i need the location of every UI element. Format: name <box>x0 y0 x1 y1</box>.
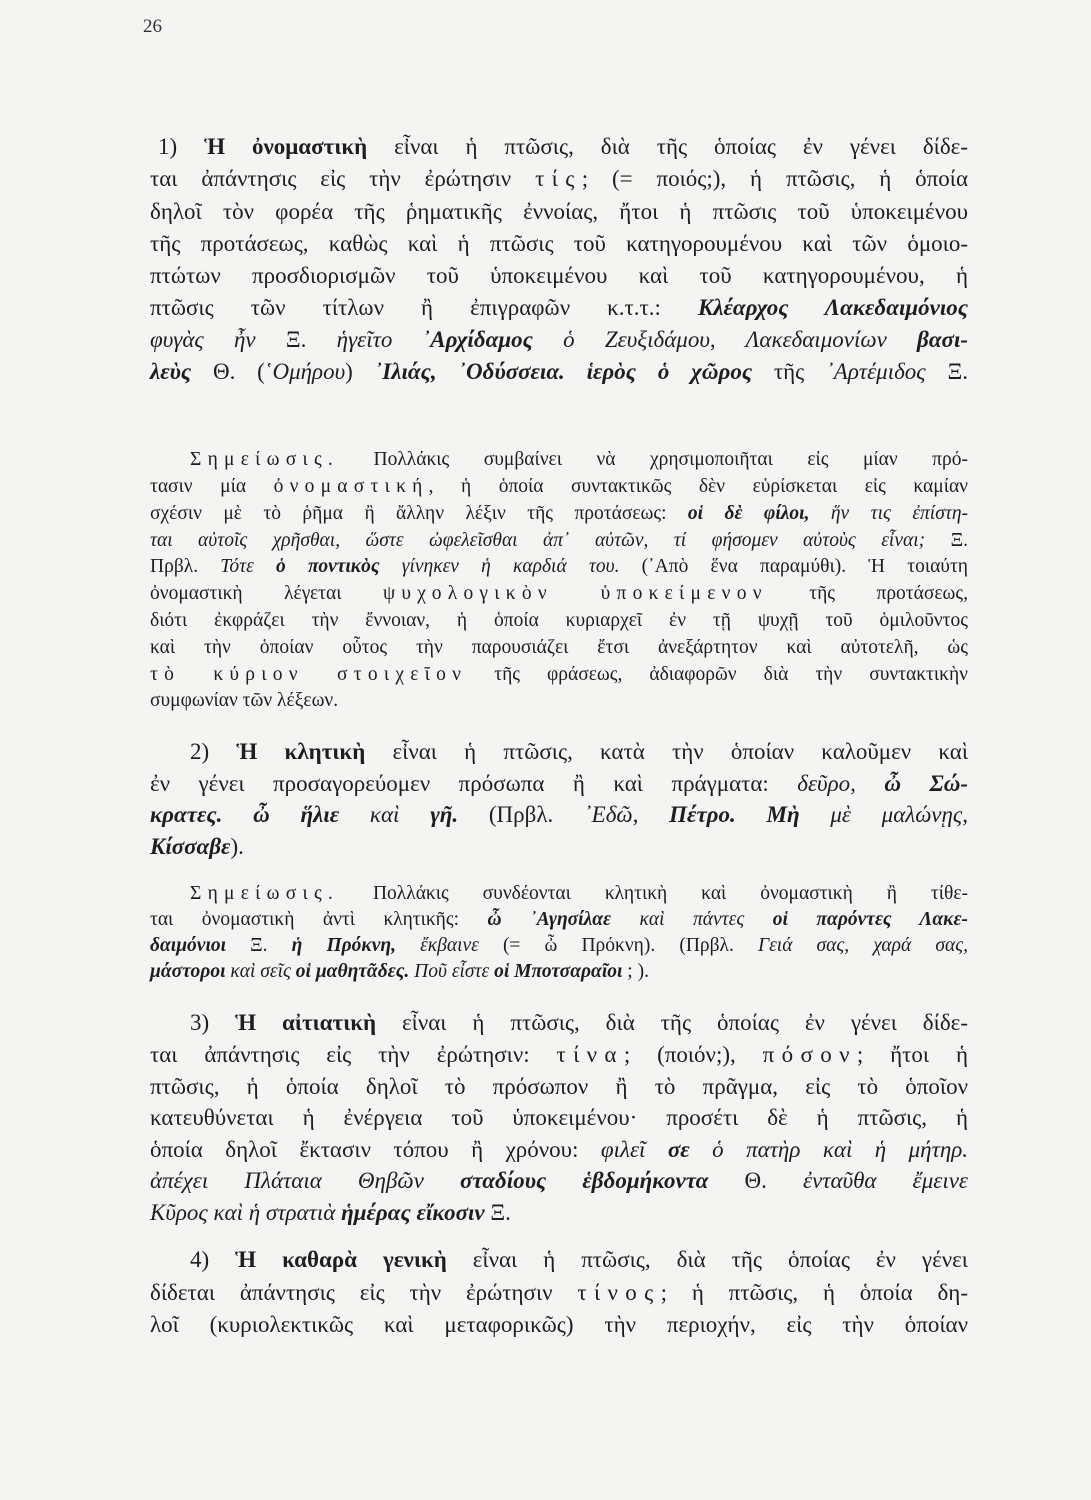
bold-term: Ἡ καθαρὰ γενικὴ <box>235 1247 447 1273</box>
section-1-nominative-line <box>150 200 968 223</box>
section-3-accusative-line <box>150 1106 968 1129</box>
text-run: ; ἤτοι ἡ <box>856 1041 968 1067</box>
text-run: κατευθύνεται ἡ ἐνέργεια τοῦ ὑποκειμένου· προσέτι δὲ ἡ πτῶσις, ἡ <box>150 1105 968 1131</box>
text-run: ται ἀπάντησις εἰς τὴν ἐρώτησιν: <box>150 1041 557 1067</box>
text-run: πτώτων προσδιορισμῶν τοῦ ὑποκειμένου καὶ τοῦ κατηγορουμένου, ἡ <box>150 262 968 288</box>
bold-italic-example: ὦ Σώ- <box>855 770 968 796</box>
bold-term: Ἡ αἰτιατικὴ <box>235 1010 377 1036</box>
note-2-line <box>150 962 968 982</box>
spaced-term: τὸ κύριον στοιχεῖον <box>150 663 468 685</box>
bold-italic-example: ᾿Αρχίδαμος <box>392 326 533 352</box>
section-3-accusative-line <box>150 1043 968 1066</box>
section-2-vocative-line <box>190 740 968 763</box>
note-1-line <box>150 611 968 631</box>
section-2-vocative-line <box>150 772 968 795</box>
text-run: καὶ τὴν ὁποίαν οὗτος τὴν παρουσιάζει ἔτσι ἀνεξάρτητον καὶ αὐτοτελῆ, ὡς <box>150 636 968 658</box>
text-run: τῆς φράσεως, ἀδιαφορῶν διὰ τὴν συντακτικὴν <box>467 663 968 685</box>
italic-example: ὁ Ζευξιδάμου, Λακεδαιμονίων <box>532 326 887 352</box>
text-run: συμφωνίαν τῶν λέξεων. <box>150 690 339 712</box>
italic-example: φιλεῖ <box>600 1136 668 1162</box>
text-run: πτῶσις τῶν τίτλων ἢ ἐπιγραφῶν κ.τ.τ.: <box>150 294 698 320</box>
text-run: τασιν μία <box>150 476 274 498</box>
text-run: Πρβλ. <box>150 556 221 578</box>
section-3-accusative-line <box>190 1011 968 1034</box>
text-run: Ξ. <box>226 935 292 957</box>
bold-italic-example: ὁ ποντικὸς <box>275 556 380 578</box>
text-run: , ἡ ὁποία συντακτικῶς δὲν εὑρίσκεται εἰς καμίαν <box>428 476 969 498</box>
spaced-term: τίνα <box>556 1041 624 1067</box>
text-run: εἶναι ἡ πτῶσις, διὰ τῆς ὁποίας ἐν γένει δίδε- <box>376 1010 968 1036</box>
spaced-term: τίνος <box>577 1279 661 1305</box>
note-1-line <box>150 691 968 711</box>
note-2-line <box>150 936 968 956</box>
bold-italic-example: οἱ Μποτσαραῖοι <box>494 961 623 983</box>
section-2-vocative-line <box>150 803 968 826</box>
section-1-nominative-line <box>150 167 968 190</box>
bold-italic-example: γῆ. <box>430 802 459 828</box>
text-run: ; ἡ πτῶσις, ἡ ὁποία δη- <box>660 1279 968 1305</box>
section-1-nominative-line <box>150 296 968 319</box>
text-run: σχέσιν μὲ τὸ ῥῆμα ἢ ἄλλην λέξιν τῆς προτάσεως: <box>150 502 688 524</box>
section-4-genitive-line <box>190 1248 968 1271</box>
spaced-term: Σημείωσις. <box>190 449 340 471</box>
text-run: 2) <box>190 739 237 765</box>
bold-italic-example: οἱ παρόντες Λακε- <box>772 909 969 931</box>
italic-example: ἐνταῦθα ἔμεινε <box>803 1168 968 1194</box>
bold-italic-example: βασι- <box>886 326 968 352</box>
note-1-line <box>150 477 968 497</box>
bold-italic-example: κρατες. ὦ ἥλιε <box>150 802 340 828</box>
bold-italic-example: δαιμόνιοι <box>150 935 227 957</box>
note-2-line <box>150 910 968 930</box>
section-1-nominative-line <box>150 360 968 383</box>
spaced-term: Σημείωσις. <box>190 883 340 905</box>
section-2-vocative-line <box>150 835 968 858</box>
bold-italic-example: Κίσσαβε <box>150 833 231 859</box>
note-1-line <box>150 531 968 551</box>
italic-example: ἔκβαινε <box>395 935 479 957</box>
note-1-line <box>150 504 968 524</box>
italic-example: Κῦρος καὶ ἡ στρατιὰ <box>150 1199 342 1225</box>
italic-example: ται αὐτοῖς χρῆσθαι, ὥστε ὠφελεῖσθαι ἀπ᾿ αὐτῶν, τί φήσομεν αὐτοὺς εἶναι; <box>150 529 926 551</box>
text-run: (᾿Απὸ ἕνα παραμύθι). Ἡ τοιαύτη <box>619 556 968 578</box>
spaced-term: ψυχολογικὸν ὑποκείμενον <box>382 583 768 605</box>
text-run: ται ἀπάντησις εἰς τὴν ἐρώτησιν <box>150 166 536 192</box>
text-run: 1) <box>158 134 205 160</box>
italic-example: δεῦρο, <box>797 770 856 796</box>
text-run: πτῶσις, ἡ ὁποία δηλοῖ τὸ πρόσωπον ἢ τὸ πρᾶγμα, εἰς τὸ ὁποῖον <box>150 1073 968 1099</box>
text-run: εἶναι ἡ πτῶσις, διὰ τῆς ὁποίας ἐν γένει δίδε- <box>367 134 968 160</box>
italic-example: ἥν τις ἐπίστη- <box>809 502 968 524</box>
text-run: ἐν γένει προσαγορεύομεν πρόσωπα ἢ καὶ πράγματα: <box>150 770 798 796</box>
text-run: ; (ποιόν;), <box>623 1041 763 1067</box>
section-3-accusative-line <box>150 1075 968 1098</box>
text-run: Θ. <box>708 1168 803 1194</box>
italic-example: γίνηκεν ἡ καρδιά του. <box>379 556 620 578</box>
bold-italic-example: Κλέαρχος Λακεδαιμόνιος <box>697 294 968 320</box>
bold-italic-example: σταδίους ἑβδομήκοντα <box>460 1168 709 1194</box>
text-run: 3) <box>190 1010 236 1036</box>
text-run: διότι ἐκφράζει τὴν ἔννοιαν, ἡ ὁποία κυριαρχεῖ ἐν τῇ ψυχῇ τοῦ ὁμιλοῦντος <box>150 610 968 632</box>
text-run: ; ). <box>622 961 649 983</box>
text-run: ὀνομαστικὴ λέγεται <box>150 583 383 605</box>
note-1-line <box>150 557 968 577</box>
text-run: Ξ. <box>925 529 968 551</box>
text-run: τῆς προτάσεως, καθὼς καὶ ἡ πτῶσις τοῦ κατηγορουμένου καὶ τῶν ὁμοιο- <box>150 230 968 256</box>
text-run: (Πρβλ. <box>458 802 584 828</box>
italic-example: Τότε <box>220 556 276 578</box>
italic-example: φυγὰς ἦν <box>150 326 256 352</box>
text-run: Πολλάκις συμβαίνει νὰ χρησιμοποιῆται εἰς μίαν πρό- <box>339 449 968 471</box>
page-number: 26 <box>143 16 162 37</box>
italic-example: ἡγεῖτο <box>336 326 393 352</box>
text-run: (= ὦ Πρόκνη). (Πρβλ. <box>478 935 758 957</box>
italic-example: καὶ σεῖς <box>225 961 296 983</box>
spaced-term: πόσον <box>762 1041 857 1067</box>
bold-italic-example: λεὺς <box>150 359 192 385</box>
section-1-nominative-line <box>150 232 968 255</box>
section-1-nominative-line <box>158 135 968 158</box>
text-run: δίδεται ἀπάντησις εἰς τὴν ἐρώτησιν <box>150 1279 578 1305</box>
section-3-accusative-line <box>150 1138 968 1161</box>
italic-example: ὁ πατὴρ καὶ ἡ μήτηρ. <box>689 1136 969 1162</box>
italic-example: ᾿Αρτέμιδος <box>826 359 926 385</box>
text-run: δηλοῖ τὸν φορέα τῆς ῥηματικῆς ἐννοίας, ἤτοι ἡ πτῶσις τοῦ ὑποκειμένου <box>150 198 968 224</box>
section-4-genitive-line <box>150 1313 968 1336</box>
text-run: Θ. ( <box>191 359 265 385</box>
bold-italic-example: ὦ ᾿Αγησίλαε <box>487 909 612 931</box>
note-1-line <box>150 665 968 685</box>
note-1-line <box>150 638 968 658</box>
text-run: Πολλάκις συνδέονται κλητικὴ καὶ ὀνομαστικὴ ἢ τίθε- <box>339 883 968 905</box>
text-run: εἶναι ἡ πτῶσις, κατὰ τὴν ὁποίαν καλοῦμεν καὶ <box>365 739 969 765</box>
text-run: ὁποία δηλοῖ ἔκτασιν τόπου ἢ χρόνου: <box>150 1136 601 1162</box>
italic-example: Ποῦ εἶστε <box>409 961 495 983</box>
section-1-nominative-line <box>150 328 968 351</box>
section-1-nominative-line <box>150 264 968 287</box>
italic-example: καὶ <box>339 802 431 828</box>
text-run: εἶναι ἡ πτῶσις, διὰ τῆς ὁποίας ἐν γένει <box>446 1247 968 1273</box>
text-run: λοῖ (κυριολεκτικῶς καὶ μεταφορικῶς) τὴν περιοχήν, εἰς τὴν ὁποίαν <box>150 1311 968 1337</box>
spaced-term: τίς <box>535 166 582 192</box>
text-run: τῆς <box>752 359 827 385</box>
bold-italic-example: Πέτρο. Μὴ <box>669 802 800 828</box>
italic-example: καὶ πάντες <box>611 909 773 931</box>
text-run: Ξ. <box>484 1199 511 1225</box>
note-2-line <box>190 884 968 904</box>
text-run: ; (= ποιός;), ἡ πτῶσις, ἡ ὁποία <box>581 166 968 192</box>
italic-example: Γειά σας, χαρά σας, <box>758 935 969 957</box>
italic-example: ῾Ομήρου <box>264 359 346 385</box>
text-run: ). <box>230 833 244 859</box>
bold-term: Ἡ κλητικὴ <box>236 739 366 765</box>
text-run: ) <box>345 359 375 385</box>
italic-example: μὲ μαλώνῃς, <box>799 802 968 828</box>
italic-example: ᾿Εδῶ, <box>583 802 670 828</box>
text-run: τῆς προτάσεως, <box>767 583 968 605</box>
italic-example: ἀπέχει Πλάταια Θηβῶν <box>150 1168 461 1194</box>
text-run: Ξ. <box>925 359 968 385</box>
section-3-accusative-line <box>150 1169 968 1192</box>
bold-italic-example: ἡμέρας εἴκοσιν <box>341 1199 485 1225</box>
text-run: ται ὀνομαστικὴ ἀντὶ κλητικῆς: <box>150 909 488 931</box>
bold-italic-example: ἡ Πρόκνη, <box>291 935 396 957</box>
bold-italic-example: ᾿Ιλιάς, ᾿Οδύσσεια. ἱερὸς ὁ χῶρος <box>374 359 753 385</box>
note-1-line <box>150 584 968 604</box>
section-3-accusative-line <box>150 1201 968 1224</box>
note-1-line <box>190 450 968 470</box>
bold-italic-example: οἱ δὲ φίλοι, <box>687 502 810 524</box>
text-run: 4) <box>190 1247 236 1273</box>
bold-term: Ἡ ὀνομαστικὴ <box>204 134 368 160</box>
text-run: Ξ. <box>255 326 337 352</box>
spaced-term: ὀνομαστική <box>273 476 429 498</box>
bold-italic-example: μάστοροι <box>150 961 226 983</box>
bold-italic-example: οἱ μαθητᾶδες. <box>295 961 410 983</box>
bold-italic-example: σε <box>667 1136 690 1162</box>
section-4-genitive-line <box>150 1281 968 1304</box>
